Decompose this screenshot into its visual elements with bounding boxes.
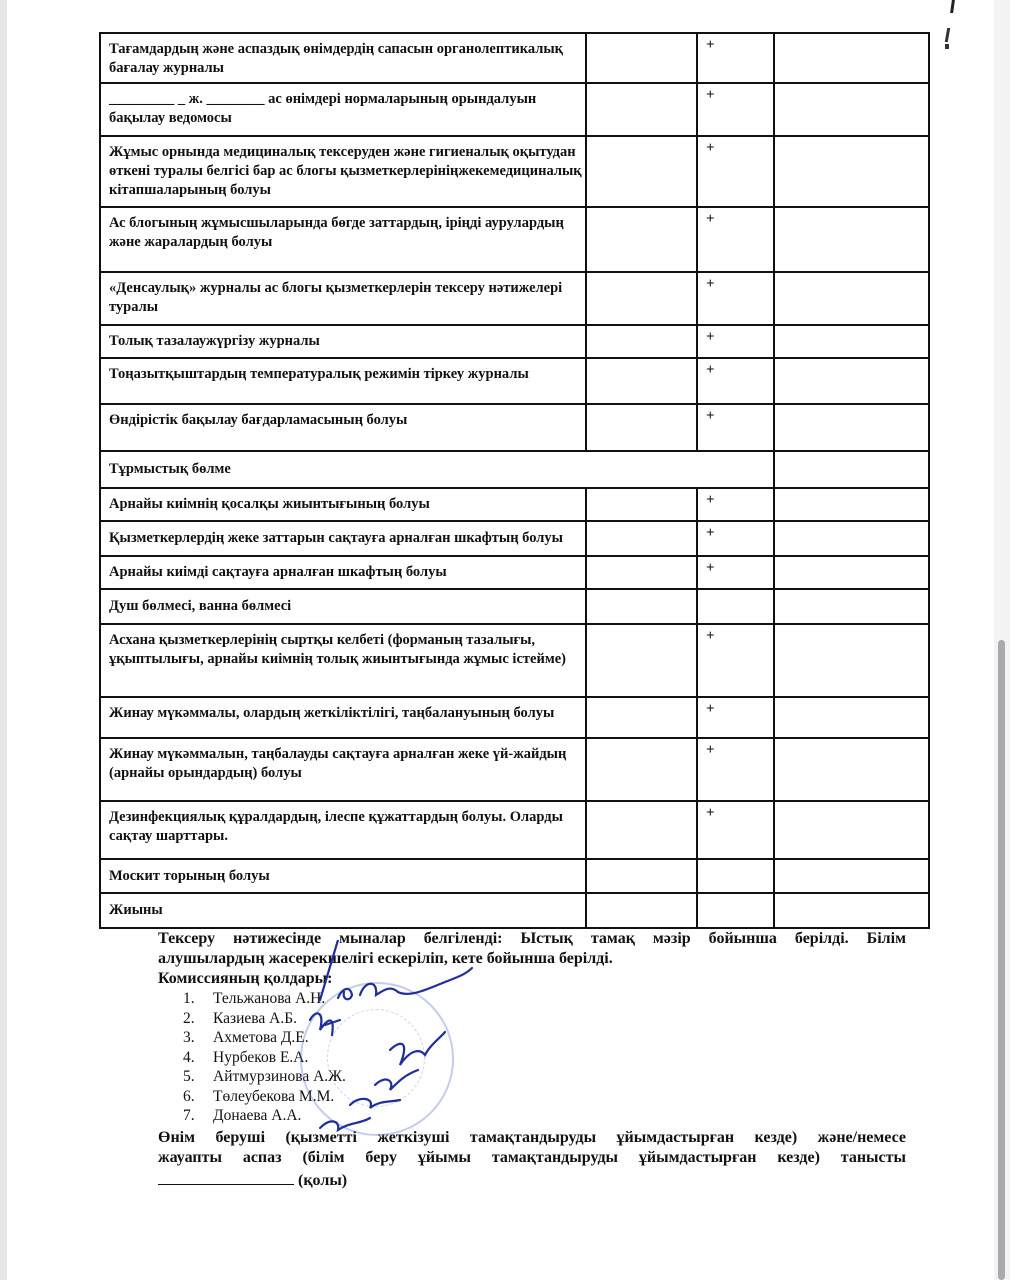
empty-cell — [774, 488, 929, 521]
member-name: Ахметова Д.Е. — [213, 1029, 309, 1046]
check-mark: + — [697, 404, 774, 451]
empty-cell — [774, 136, 929, 207]
check-mark: + — [697, 33, 774, 83]
table-row — [100, 325, 929, 358]
table-row — [100, 556, 929, 589]
table-row — [100, 589, 929, 624]
empty-cell — [774, 33, 929, 83]
empty-cell — [774, 801, 929, 859]
criterion-text: Жиыны — [100, 893, 586, 928]
check-mark — [697, 859, 774, 893]
empty-cell — [586, 33, 697, 83]
empty-cell — [586, 697, 697, 738]
check-mark: + — [697, 801, 774, 859]
criterion-text: Душ бөлмесі, ванна бөлмесі — [100, 589, 586, 624]
commission-list — [158, 989, 906, 1126]
table-row — [100, 358, 929, 404]
check-mark: + — [697, 83, 774, 136]
check-mark: + — [697, 556, 774, 589]
signature-blank — [158, 1170, 294, 1185]
criterion-text: Тағамдардың және аспаздық өнімдердің сапасын органолептикалық бағалау журналы — [100, 33, 586, 83]
check-mark — [697, 893, 774, 928]
criterion-text: Толық тазалаужүргізу журналы — [100, 325, 586, 358]
empty-cell — [586, 488, 697, 521]
signature-line — [158, 1170, 906, 1191]
criterion-text: Ас блогының жұмысшыларында бөгде заттардың, іріңді аурулардың және жаралардың болуы — [100, 207, 586, 272]
stray-mark — [950, 0, 955, 13]
member-name: Нурбеков Е.А. — [213, 1048, 309, 1066]
empty-cell — [774, 404, 929, 451]
empty-cell — [586, 556, 697, 589]
check-mark: + — [697, 488, 774, 521]
check-mark: + — [697, 738, 774, 801]
table-row — [100, 404, 929, 451]
member-name: Айтмурзинова А.Ж. — [213, 1068, 346, 1085]
conclusion-section — [158, 929, 906, 1191]
member-name: Казиева А.Б. — [213, 1009, 298, 1027]
section-title: Тұрмыстық бөлме — [100, 451, 774, 488]
signature-mark — [375, 1070, 418, 1090]
findings-line-2: алушылардың жасерекшелігі ескеріліп, кете бойынша берілді. — [158, 950, 613, 967]
empty-cell — [586, 738, 697, 801]
table-row — [100, 801, 929, 859]
signature-mark — [320, 940, 338, 1000]
empty-cell — [774, 556, 929, 589]
empty-cell — [774, 859, 929, 893]
empty-cell — [586, 83, 697, 136]
check-mark: + — [697, 325, 774, 358]
member-number: 6. — [183, 1087, 195, 1105]
section-row — [100, 451, 929, 488]
member-number: 1. — [183, 990, 195, 1007]
check-mark: + — [697, 697, 774, 738]
findings-line-1: Тексеру нәтижесінде мыналар белгіленді: Ыстық тамақ мәзір бойынша берілді. Білім — [158, 930, 906, 947]
empty-cell — [586, 358, 697, 404]
member-number: 3. — [183, 1029, 195, 1046]
member-number: 2. — [183, 1009, 195, 1027]
empty-cell — [774, 207, 929, 272]
table-row — [100, 738, 929, 801]
criterion-text: Өндірістік бақылау бағдарламасының болуы — [100, 404, 586, 451]
table-row — [100, 272, 929, 325]
signature-mark — [320, 1118, 370, 1130]
criterion-text: Қызметкерлердің жеке заттарын сақтауға арналған шкафтың болуы — [100, 521, 586, 556]
criterion-text: Тоңазытқыштардың температуралық режимін тіркеу журналы — [100, 358, 586, 404]
empty-cell — [586, 136, 697, 207]
empty-cell — [774, 893, 929, 928]
table-row — [100, 521, 929, 556]
empty-cell — [586, 801, 697, 859]
empty-cell — [586, 893, 697, 928]
criterion-text: Жұмыс орнында медициналық тексеруден және гигиеналық оқытудан өткені туралы белгісі бар ас блогы қызметкерлерініңжекемедициналық кітапшаларының болуы — [100, 136, 586, 207]
table-row — [100, 33, 929, 83]
member-name: Төлеубекова М.М. — [213, 1087, 335, 1105]
criterion-text: Москит торының болуы — [100, 859, 586, 893]
empty-cell — [774, 521, 929, 556]
empty-cell — [586, 272, 697, 325]
table-row — [100, 893, 929, 928]
criterion-text: Жинау мүкәммалын, таңбалауды сақтауға арналған жеке үй-жайдың (арнайы орындардың) болуы — [100, 738, 586, 801]
stray-mark — [945, 44, 949, 49]
table-row — [100, 488, 929, 521]
empty-cell — [774, 325, 929, 358]
check-mark: + — [697, 136, 774, 207]
empty-cell — [774, 738, 929, 801]
check-mark — [697, 589, 774, 624]
member-number: 4. — [183, 1048, 195, 1066]
table-row — [100, 697, 929, 738]
empty-cell — [774, 589, 929, 624]
stray-mark — [945, 28, 950, 42]
empty-cell — [774, 697, 929, 738]
empty-cell — [586, 404, 697, 451]
empty-cell — [774, 272, 929, 325]
empty-cell — [774, 451, 929, 488]
criterion-text: Жинау мүкәммалы, олардың жеткіліктілігі, таңбалануының болуы — [100, 697, 586, 738]
table-row — [100, 83, 929, 136]
acknowledgement-line-2: жауапты аспаз (білім беру ұйымы тамақтандыруды ұйымдастырған кезде) танысты — [158, 1148, 906, 1166]
criterion-text: «Денсаулық» журналы ас блогы қызметкерлерін тексеру нәтижелері туралы — [100, 272, 586, 325]
signature-mark — [338, 968, 472, 999]
table-row — [100, 859, 929, 893]
empty-cell — [586, 589, 697, 624]
empty-cell — [586, 207, 697, 272]
viewer-left-edge — [0, 0, 7, 1280]
scrollbar-thumb[interactable] — [998, 640, 1005, 1280]
empty-cell — [586, 624, 697, 697]
member-number: 7. — [183, 1107, 195, 1124]
criterion-text: Асхана қызметкерлерінің сыртқы келбеті (форманың тазалығы, ұқыптылығы, арнайы киімнің толық жиынтығында жұмыс істейме) — [100, 624, 586, 697]
check-mark: + — [697, 272, 774, 325]
criterion-text: Арнайы киімді сақтауға арналған шкафтың болуы — [100, 556, 586, 589]
check-mark: + — [697, 358, 774, 404]
inspection-table — [99, 32, 930, 929]
criterion-text: Дезинфекциялық құралдардың, ілеспе құжаттардың болуы. Оларды сақтау шарттары. — [100, 801, 586, 859]
table-row — [100, 207, 929, 272]
member-name: Тельжанова А.Н. — [213, 990, 326, 1007]
empty-cell — [774, 83, 929, 136]
signature-mark — [390, 1032, 445, 1065]
check-mark: + — [697, 521, 774, 556]
check-mark: + — [697, 207, 774, 272]
member-number: 5. — [183, 1068, 195, 1085]
vertical-scrollbar[interactable] — [994, 0, 1010, 1280]
empty-cell — [586, 521, 697, 556]
check-mark: + — [697, 624, 774, 697]
criterion-text: Арнайы киімнің қосалқы жиынтығының болуы — [100, 488, 586, 521]
signature-mark — [350, 1099, 400, 1108]
empty-cell — [586, 859, 697, 893]
member-name: Донаева А.А. — [213, 1107, 302, 1124]
signature-mark — [310, 1013, 340, 1035]
table-row — [100, 136, 929, 207]
handwritten-signatures — [280, 940, 500, 1140]
table-row — [100, 624, 929, 697]
criterion-text: _________ _ ж. ________ ас өнімдері нормаларының орындалуын бақылау ведомосы — [100, 83, 586, 136]
acknowledgement-line-1: Өнім беруші (қызметті жеткізуші тамақтандыруды ұйымдастырған кезде) және/немесе — [158, 1128, 906, 1146]
empty-cell — [774, 624, 929, 697]
signature-label: (қолы) — [298, 1171, 348, 1189]
empty-cell — [774, 358, 929, 404]
commission-heading: Комиссияның қолдары: — [158, 970, 333, 987]
empty-cell — [586, 325, 697, 358]
